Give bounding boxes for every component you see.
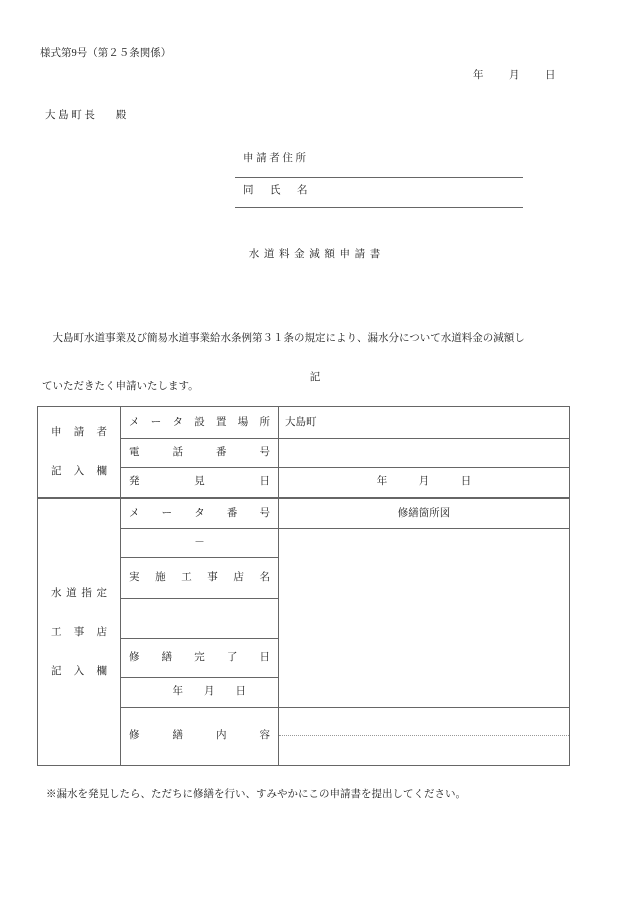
contractor-section-label-line3: 記 入 欄 xyxy=(51,665,107,677)
repair-completion-label-cell: 修 繕 完 了 日 xyxy=(129,652,270,663)
discovery-date-label-cell: 発 見 日 xyxy=(129,476,270,487)
repair-details-entry-cell xyxy=(279,707,569,765)
contractor-name-label-cell: 実 施 工 事 店 名 xyxy=(129,572,270,583)
addressee: 大 島 町 長 殿 xyxy=(45,110,127,121)
body-line-1: 大島町水道事業及び簡易水道事業給水条例第３１条の規定により、漏水分について水道料金の減額し xyxy=(42,333,525,344)
notation-heading: 記 xyxy=(309,372,321,383)
body-line-2: ていただきたく申請いたします。 xyxy=(42,381,199,392)
discovery-date-value-cell: 年 月 日 xyxy=(376,476,472,487)
applicant-section-header xyxy=(38,407,120,497)
applicant-address-underline xyxy=(235,177,523,178)
applicant-name-underline xyxy=(235,207,523,208)
footnote: ※漏水を発見したら、ただちに修繕を行い、すみやかにこの申請書を提出してください。 xyxy=(46,789,466,800)
repair-details-label-cell: 修 繕 内 容 xyxy=(129,730,270,741)
repair-diagram-label-cell: 修繕箇所図 xyxy=(397,508,451,519)
meter-number-separator-cell: － xyxy=(194,537,205,548)
meter-number-label-cell: メ ー タ 番 号 xyxy=(129,508,270,519)
repair-completion-date-cell: 年 月 日 xyxy=(172,686,246,697)
contractor-section-header xyxy=(38,499,120,765)
application-table xyxy=(37,406,570,766)
applicant-name-label: 同 氏 名 xyxy=(243,185,311,196)
phone-number-label-cell: 電 話 番 号 xyxy=(129,447,270,458)
meter-location-value-cell: 大島町 xyxy=(285,417,317,428)
applicant-section-label-line2: 記 入 欄 xyxy=(51,466,107,477)
meter-location-label-cell: メ ー タ 設 置 場 所 xyxy=(129,417,270,428)
applicant-address-label: 申 請 者 住 所 xyxy=(243,153,306,164)
contractor-section-label-line1: 水 道 指 定 xyxy=(51,587,107,599)
contractor-section-label-line2: 工 事 店 xyxy=(51,626,107,638)
phone-number-value-cell xyxy=(279,438,569,467)
date-line: 年 月 日 xyxy=(473,70,557,81)
document-title: 水 道 料 金 減 額 申 請 書 xyxy=(248,249,382,260)
repair-diagram-area xyxy=(279,528,569,707)
applicant-section-label-line1: 申 請 者 xyxy=(51,427,107,438)
form-number: 様式第9号（第２５条関係） xyxy=(40,48,172,59)
contractor-name-entry-cell xyxy=(121,598,278,638)
